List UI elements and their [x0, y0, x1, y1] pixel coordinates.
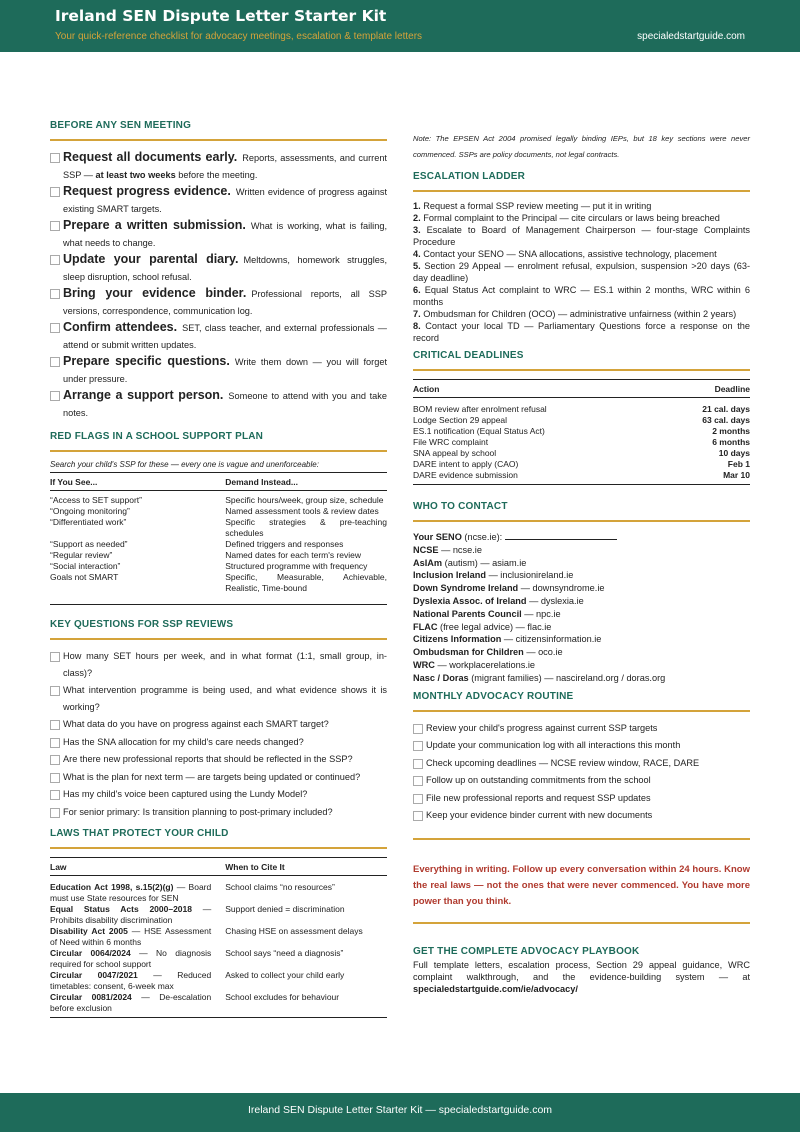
- header-site-link[interactable]: specialedstartguide.com: [637, 31, 745, 42]
- contact-item: [413, 557, 750, 570]
- law-name: Circular 0064/2024: [50, 948, 131, 958]
- laws-col-cite: When to Cite It: [225, 858, 387, 876]
- question-text: What is the plan for next term — are targets being updated or continued?: [63, 771, 361, 782]
- contact-name: Your SENO: [413, 532, 462, 542]
- footer-banner: Ireland SEN Dispute Letter Starter Kit — specialedstartguide.com: [0, 1093, 800, 1132]
- deadline-action: ES.1 notification (Equal Status Act): [413, 426, 545, 436]
- step-number: 4.: [413, 249, 424, 259]
- question-item: [50, 804, 387, 821]
- red-flags-table: [50, 472, 387, 605]
- contact-name: Nasc / Doras: [413, 672, 469, 683]
- cta-text: Full template letters, escalation process, Section 29 appeal guidance, WRC complaint walkthrough, and the evidence-building system — at: [413, 959, 750, 982]
- escalation-step: [413, 248, 750, 260]
- deadline-value: Mar 10: [723, 470, 750, 480]
- emphasis-text: Everything in writing. Follow up every conversation within 24 hours. Know the real laws — not the ones that were never commenced. You have more power than you think.: [413, 863, 750, 907]
- demand-instead: Named assessment tools & review dates: [225, 506, 379, 516]
- question-text: Has my child's voice been captured using the Lundy Model?: [63, 789, 308, 799]
- table-row: [413, 437, 750, 448]
- contact-item: [413, 569, 750, 582]
- step-text: Section 29 Appeal — enrolment refusal, expulsion, suspension >20 days (63-day deadline): [413, 261, 751, 283]
- checkbox[interactable]: [50, 255, 60, 265]
- contact-item: [413, 621, 750, 634]
- red-flag-phrase: Goals not SMART: [50, 572, 119, 582]
- table-row: [50, 550, 387, 561]
- law-desc: — Prohibits disability discrimination: [50, 904, 212, 925]
- law-desc: — Board must use State resources for SEN: [50, 882, 212, 903]
- checklist-item: [50, 251, 387, 285]
- contact-detail: — inclusionireland.ie: [486, 570, 574, 581]
- law-cite: School says “need a diagnosis”: [225, 948, 344, 958]
- escalation-step: [413, 284, 750, 308]
- laws-col-law: Law: [50, 858, 225, 876]
- law-name: Circular 0047/2021: [50, 970, 138, 980]
- deadlines-col-action: Action: [413, 380, 661, 398]
- checkbox[interactable]: [50, 738, 60, 748]
- contact-detail: (ncse.ie):: [461, 532, 505, 542]
- checklist-bold: at least two weeks: [95, 169, 176, 180]
- checkbox[interactable]: [50, 652, 60, 662]
- escalation-step: [413, 212, 750, 224]
- checkbox[interactable]: [50, 323, 60, 333]
- question-item: [50, 769, 387, 786]
- law-name: Disability Act 2005: [50, 926, 128, 936]
- checkbox[interactable]: [50, 808, 60, 818]
- contact-name: FLAC: [413, 621, 438, 632]
- routine-text: Follow up on outstanding commitments from the school: [426, 775, 651, 786]
- deadlines-col-deadline: Deadline: [661, 380, 750, 398]
- routine-text: Check upcoming deadlines — NCSE review window, RACE, DARE: [426, 757, 700, 768]
- law-cell: [50, 904, 225, 926]
- law-cell: [50, 926, 225, 948]
- escalation-step: [413, 308, 750, 320]
- law-cite: Asked to collect your child early: [225, 970, 345, 980]
- checkbox[interactable]: [50, 686, 60, 696]
- step-number: 6.: [413, 285, 425, 295]
- step-text: Contact your SENO — SNA allocations, assistive technology, placement: [423, 249, 717, 259]
- question-text: Are there new professional reports that should be reflected in the SSP?: [63, 754, 353, 764]
- deadline-value: 2 months: [712, 426, 750, 436]
- checklist-desc: Professional reports, all SSP versions, correspondence, communication log.: [63, 289, 387, 316]
- table-row: [50, 876, 387, 905]
- checkbox[interactable]: [50, 755, 60, 765]
- law-cite: Chasing HSE on assessment delays: [225, 926, 363, 936]
- table-row: [413, 459, 750, 470]
- monthly-heading: MONTHLY ADVOCACY ROUTINE: [413, 691, 750, 712]
- contact-detail: (autism) — asiam.ie: [442, 557, 527, 568]
- checkbox[interactable]: [413, 724, 423, 734]
- seno-fill-line[interactable]: [505, 530, 617, 540]
- routine-item: [413, 790, 750, 807]
- deadline-action: DARE evidence submission: [413, 470, 518, 480]
- checkbox[interactable]: [50, 357, 60, 367]
- table-row: [50, 491, 387, 507]
- table-row: [413, 415, 750, 426]
- step-text: Contact your local TD — Parliamentary Questions force a response on the record: [413, 321, 750, 343]
- checklist-lead: Request progress evidence.: [63, 184, 231, 198]
- key-questions-list: [50, 648, 387, 820]
- checklist-lead: Update your parental diary.: [63, 252, 239, 266]
- table-row: [413, 470, 750, 485]
- cta-link[interactable]: specialedstartguide.com/ie/advocacy/: [413, 983, 578, 994]
- question-item: [50, 648, 387, 681]
- contact-name: National Parents Council: [413, 608, 522, 619]
- checkbox[interactable]: [413, 794, 423, 804]
- escalation-heading: ESCALATION LADDER: [413, 171, 750, 192]
- checklist-desc: Write them down — you will forget under pressure.: [63, 357, 388, 384]
- escalation-step: [413, 224, 750, 248]
- deadline-value: 6 months: [712, 437, 750, 447]
- question-text: What intervention programme is being used, and what evidence shows it is working?: [63, 685, 387, 712]
- law-cell: [50, 876, 225, 905]
- table-row: [413, 426, 750, 437]
- demand-instead: Named dates for each term's review: [225, 550, 362, 560]
- laws-table: [50, 857, 387, 1018]
- deadline-action: Lodge Section 29 appeal: [413, 415, 508, 425]
- checklist-item: [50, 149, 387, 183]
- checklist-desc: Written evidence of progress against existing SMART targets.: [63, 187, 388, 214]
- contacts-list: [413, 530, 750, 685]
- escalation-ladder: [413, 200, 750, 344]
- step-number: 3.: [413, 225, 427, 235]
- contact-item: [413, 659, 750, 672]
- question-item: [50, 751, 387, 768]
- deadlines-table: [413, 379, 750, 485]
- step-number: 8.: [413, 321, 426, 331]
- contact-detail: — ncse.ie: [438, 544, 482, 555]
- table-row: [50, 904, 387, 926]
- table-row: [50, 970, 387, 992]
- contact-detail: — dyslexia.ie: [526, 595, 584, 606]
- checklist-item: [50, 183, 387, 217]
- table-row: [50, 948, 387, 970]
- step-text: Escalate to Board of Management Chairperson — four-stage Complaints Procedure: [413, 225, 750, 247]
- contact-name: Citizens Information: [413, 634, 502, 645]
- checklist-text: [63, 217, 387, 251]
- header-banner: [0, 0, 800, 52]
- red-flags-intro: Search your child's SSP for these — every one is vague and unenforceable:: [50, 460, 319, 469]
- contact-name: Ombudsman for Children: [413, 647, 524, 658]
- table-row: [50, 506, 387, 517]
- contact-detail: — oco.ie: [523, 647, 563, 658]
- contact-item: [413, 544, 750, 557]
- contact-item: [413, 608, 750, 621]
- checklist-lead: Prepare specific questions.: [63, 354, 230, 368]
- contact-detail: — downsyndrome.ie: [518, 583, 605, 594]
- escalation-step: [413, 320, 750, 344]
- table-row: [50, 561, 387, 572]
- checklist-text: [63, 285, 387, 319]
- checklist-item: [50, 319, 387, 353]
- law-name: Education Act 1998, s.15(2)(g): [50, 882, 174, 892]
- demand-instead: Specific strategies & pre-teaching schedules: [225, 517, 387, 538]
- routine-item: [413, 772, 750, 789]
- checklist-lead: Prepare a written submission.: [63, 218, 246, 232]
- contact-name: WRC: [413, 659, 435, 670]
- routine-text: Review your child's progress against current SSP targets: [426, 722, 658, 733]
- red-flags-col-see: If You See...: [50, 473, 225, 491]
- contacts-heading: WHO TO CONTACT: [413, 501, 750, 522]
- contact-name: Dyslexia Assoc. of Ireland: [413, 595, 527, 606]
- right-column: [413, 131, 750, 995]
- routine-text: File new professional reports and request SSP updates: [426, 792, 651, 803]
- contact-name: Down Syndrome Ireland: [413, 583, 519, 594]
- law-cite: Support denied = discrimination: [225, 904, 345, 914]
- checklist-text: [63, 387, 387, 421]
- question-text: For senior primary: Is transition planning to post-primary included?: [63, 806, 333, 817]
- step-text: Equal Status Act complaint to WRC — ES.1 within 2 months, WRC within 6 months: [413, 285, 750, 307]
- contact-item: [413, 582, 750, 595]
- deadline-value: 63 cal. days: [702, 415, 750, 425]
- deadline-value: Feb 1: [727, 459, 750, 469]
- contact-name: AsIAm: [413, 557, 443, 568]
- red-flag-phrase: “Social interaction”: [50, 561, 121, 571]
- law-desc: — De-escalation before exclusion: [50, 992, 212, 1013]
- checklist-lead: Bring your evidence binder.: [63, 286, 247, 300]
- laws-heading: LAWS THAT PROTECT YOUR CHILD: [50, 828, 387, 849]
- question-item: [50, 682, 387, 715]
- contact-detail: — workplacerelations.ie: [434, 659, 536, 670]
- step-number: 5.: [413, 261, 425, 271]
- law-desc: — HSE Assessment of Need within 6 months: [50, 926, 212, 947]
- routine-text: Keep your evidence binder current with new documents: [426, 810, 653, 821]
- checkbox[interactable]: [50, 221, 60, 231]
- red-flags-col-demand: Demand Instead...: [225, 473, 387, 491]
- checkbox[interactable]: [50, 720, 60, 730]
- checkbox[interactable]: [50, 773, 60, 783]
- checkbox[interactable]: [413, 776, 423, 786]
- table-row: [413, 398, 750, 416]
- table-row: [50, 926, 387, 948]
- cta-heading: GET THE COMPLETE ADVOCACY PLAYBOOK: [413, 945, 640, 957]
- deadlines-heading: CRITICAL DEADLINES: [413, 350, 750, 371]
- divider: [413, 838, 750, 840]
- question-text: How many SET hours per week, and in what format (1:1, small group, in-class)?: [63, 651, 387, 678]
- contact-name: Inclusion Ireland: [413, 570, 487, 581]
- law-cell: [50, 992, 225, 1018]
- question-item: [50, 716, 387, 733]
- red-flag-phrase: “Regular review”: [50, 550, 113, 560]
- deadline-action: SNA appeal by school: [413, 448, 497, 458]
- red-flag-phrase: “Access to SET support”: [50, 495, 142, 505]
- table-row: [50, 517, 387, 539]
- table-row: [50, 992, 387, 1018]
- table-row: [50, 539, 387, 550]
- routine-item: [413, 755, 750, 772]
- law-cell: [50, 970, 225, 992]
- step-text: Formal complaint to the Principal — cite circulars or laws being breached: [423, 213, 720, 223]
- deadline-value: 21 cal. days: [702, 404, 750, 414]
- checkbox[interactable]: [50, 153, 60, 163]
- cta-body: [413, 959, 750, 995]
- law-desc: — Reduced timetables: consent, 6-week max: [50, 970, 212, 991]
- checklist-tail: before the meeting.: [175, 169, 258, 180]
- checkbox[interactable]: [50, 289, 60, 299]
- step-text: Ombudsman for Children (OCO) — administrative unfairness (within 2 years): [423, 309, 737, 319]
- law-cite: School claims “no resources”: [225, 882, 335, 892]
- law-name: Circular 0081/2024: [50, 992, 132, 1002]
- checklist-lead: Arrange a support person.: [63, 388, 224, 402]
- routine-item: [413, 737, 750, 754]
- demand-instead: Defined triggers and responses: [225, 539, 344, 549]
- checklist-text: [63, 251, 387, 285]
- demand-instead: Structured programme with frequency: [225, 561, 368, 571]
- law-cell: [50, 948, 225, 970]
- question-text: What data do you have on progress against each SMART target?: [63, 719, 329, 729]
- deadline-action: BOM review after enrolment refusal: [413, 404, 547, 414]
- step-text: Request a formal SSP review meeting — put it in writing: [423, 201, 652, 211]
- question-item: [50, 734, 387, 751]
- contact-detail: (migrant families) — nascireland.org / doras.org: [468, 672, 666, 683]
- checkbox[interactable]: [413, 811, 423, 821]
- checkbox[interactable]: [50, 391, 60, 401]
- step-number: 7.: [413, 309, 424, 319]
- checkbox[interactable]: [413, 741, 423, 751]
- step-number: 1.: [413, 201, 424, 211]
- deadline-action: DARE intent to apply (CAO): [413, 459, 519, 469]
- page-title: Ireland SEN Dispute Letter Starter Kit: [55, 7, 387, 25]
- red-flag-phrase: “Differentiated work”: [50, 517, 127, 527]
- law-cite: School excludes for behaviour: [225, 992, 340, 1002]
- law-desc: — No diagnosis required for school support: [50, 948, 212, 969]
- law-name: Equal Status Acts 2000–2018: [50, 904, 192, 914]
- checklist-item: [50, 285, 387, 319]
- contact-detail: — npc.ie: [521, 608, 561, 619]
- deadline-value: 10 days: [718, 448, 750, 458]
- demand-instead: Specific hours/week, group size, schedule: [225, 495, 384, 505]
- checklist-desc: SET, class teacher, and external professionals — attend or submit written updates.: [63, 323, 387, 350]
- checklist-item: [50, 353, 387, 387]
- question-text: Has the SNA allocation for my child's care needs changed?: [63, 736, 304, 747]
- checklist-lead: Confirm attendees.: [63, 320, 178, 334]
- red-flag-phrase: “Ongoing monitoring”: [50, 506, 130, 516]
- checklist-text: [63, 353, 387, 387]
- contact-item: [413, 595, 750, 608]
- checklist-lead: Request all documents early.: [63, 150, 238, 164]
- contact-detail: (free legal advice) — flac.ie: [437, 621, 552, 632]
- deadline-action: File WRC complaint: [413, 437, 489, 447]
- epsen-note: Note: The EPSEN Act 2004 promised legally binding IEPs, but 18 key sections were never commenced. SSPs are policy documents, not legal contracts.: [413, 134, 750, 159]
- left-column: [50, 112, 387, 1018]
- contact-item: [413, 646, 750, 659]
- checklist-item: [50, 217, 387, 251]
- checklist-text: [63, 319, 387, 353]
- before-meeting-list: [50, 149, 387, 421]
- checkbox[interactable]: [50, 187, 60, 197]
- contact-item: [413, 672, 750, 685]
- monthly-list: [413, 720, 750, 824]
- checklist-desc: Reports, assessments, and current SSP —: [63, 153, 387, 180]
- checkbox[interactable]: [50, 790, 60, 800]
- contact-seno: [413, 530, 750, 544]
- checklist-desc: Meltdowns, homework struggles, sleep disruption, school refusal.: [63, 255, 387, 282]
- checklist-desc: Someone to attend with you and take notes.: [63, 391, 387, 418]
- contact-item: [413, 633, 750, 646]
- contact-detail: — citizensinformation.ie: [501, 634, 602, 645]
- before-meeting-heading: BEFORE ANY SEN MEETING: [50, 120, 387, 141]
- question-item: [50, 786, 387, 803]
- contact-name: NCSE: [413, 544, 439, 555]
- red-flags-heading: RED FLAGS IN A SCHOOL SUPPORT PLAN: [50, 431, 387, 452]
- step-number: 2.: [413, 213, 424, 223]
- table-row: [413, 448, 750, 459]
- red-flag-phrase: “Support as needed”: [50, 539, 128, 549]
- key-questions-heading: KEY QUESTIONS FOR SSP REVIEWS: [50, 619, 387, 640]
- routine-item: [413, 807, 750, 824]
- routine-item: [413, 720, 750, 737]
- routine-text: Update your communication log with all interactions this month: [426, 740, 681, 751]
- checklist-desc: What is working, what is failing, what needs to change.: [63, 221, 387, 248]
- page-subtitle: Your quick-reference checklist for advocacy meetings, escalation & template letters: [55, 31, 423, 42]
- divider: [413, 922, 750, 924]
- demand-instead: Specific, Measurable, Achievable, Realistic, Time-bound: [225, 572, 387, 593]
- checkbox[interactable]: [413, 759, 423, 769]
- escalation-step: [413, 260, 750, 284]
- checklist-text: [63, 183, 387, 217]
- table-row: [50, 572, 387, 605]
- checklist-text: [63, 149, 387, 183]
- escalation-step: [413, 200, 750, 212]
- checklist-item: [50, 387, 387, 421]
